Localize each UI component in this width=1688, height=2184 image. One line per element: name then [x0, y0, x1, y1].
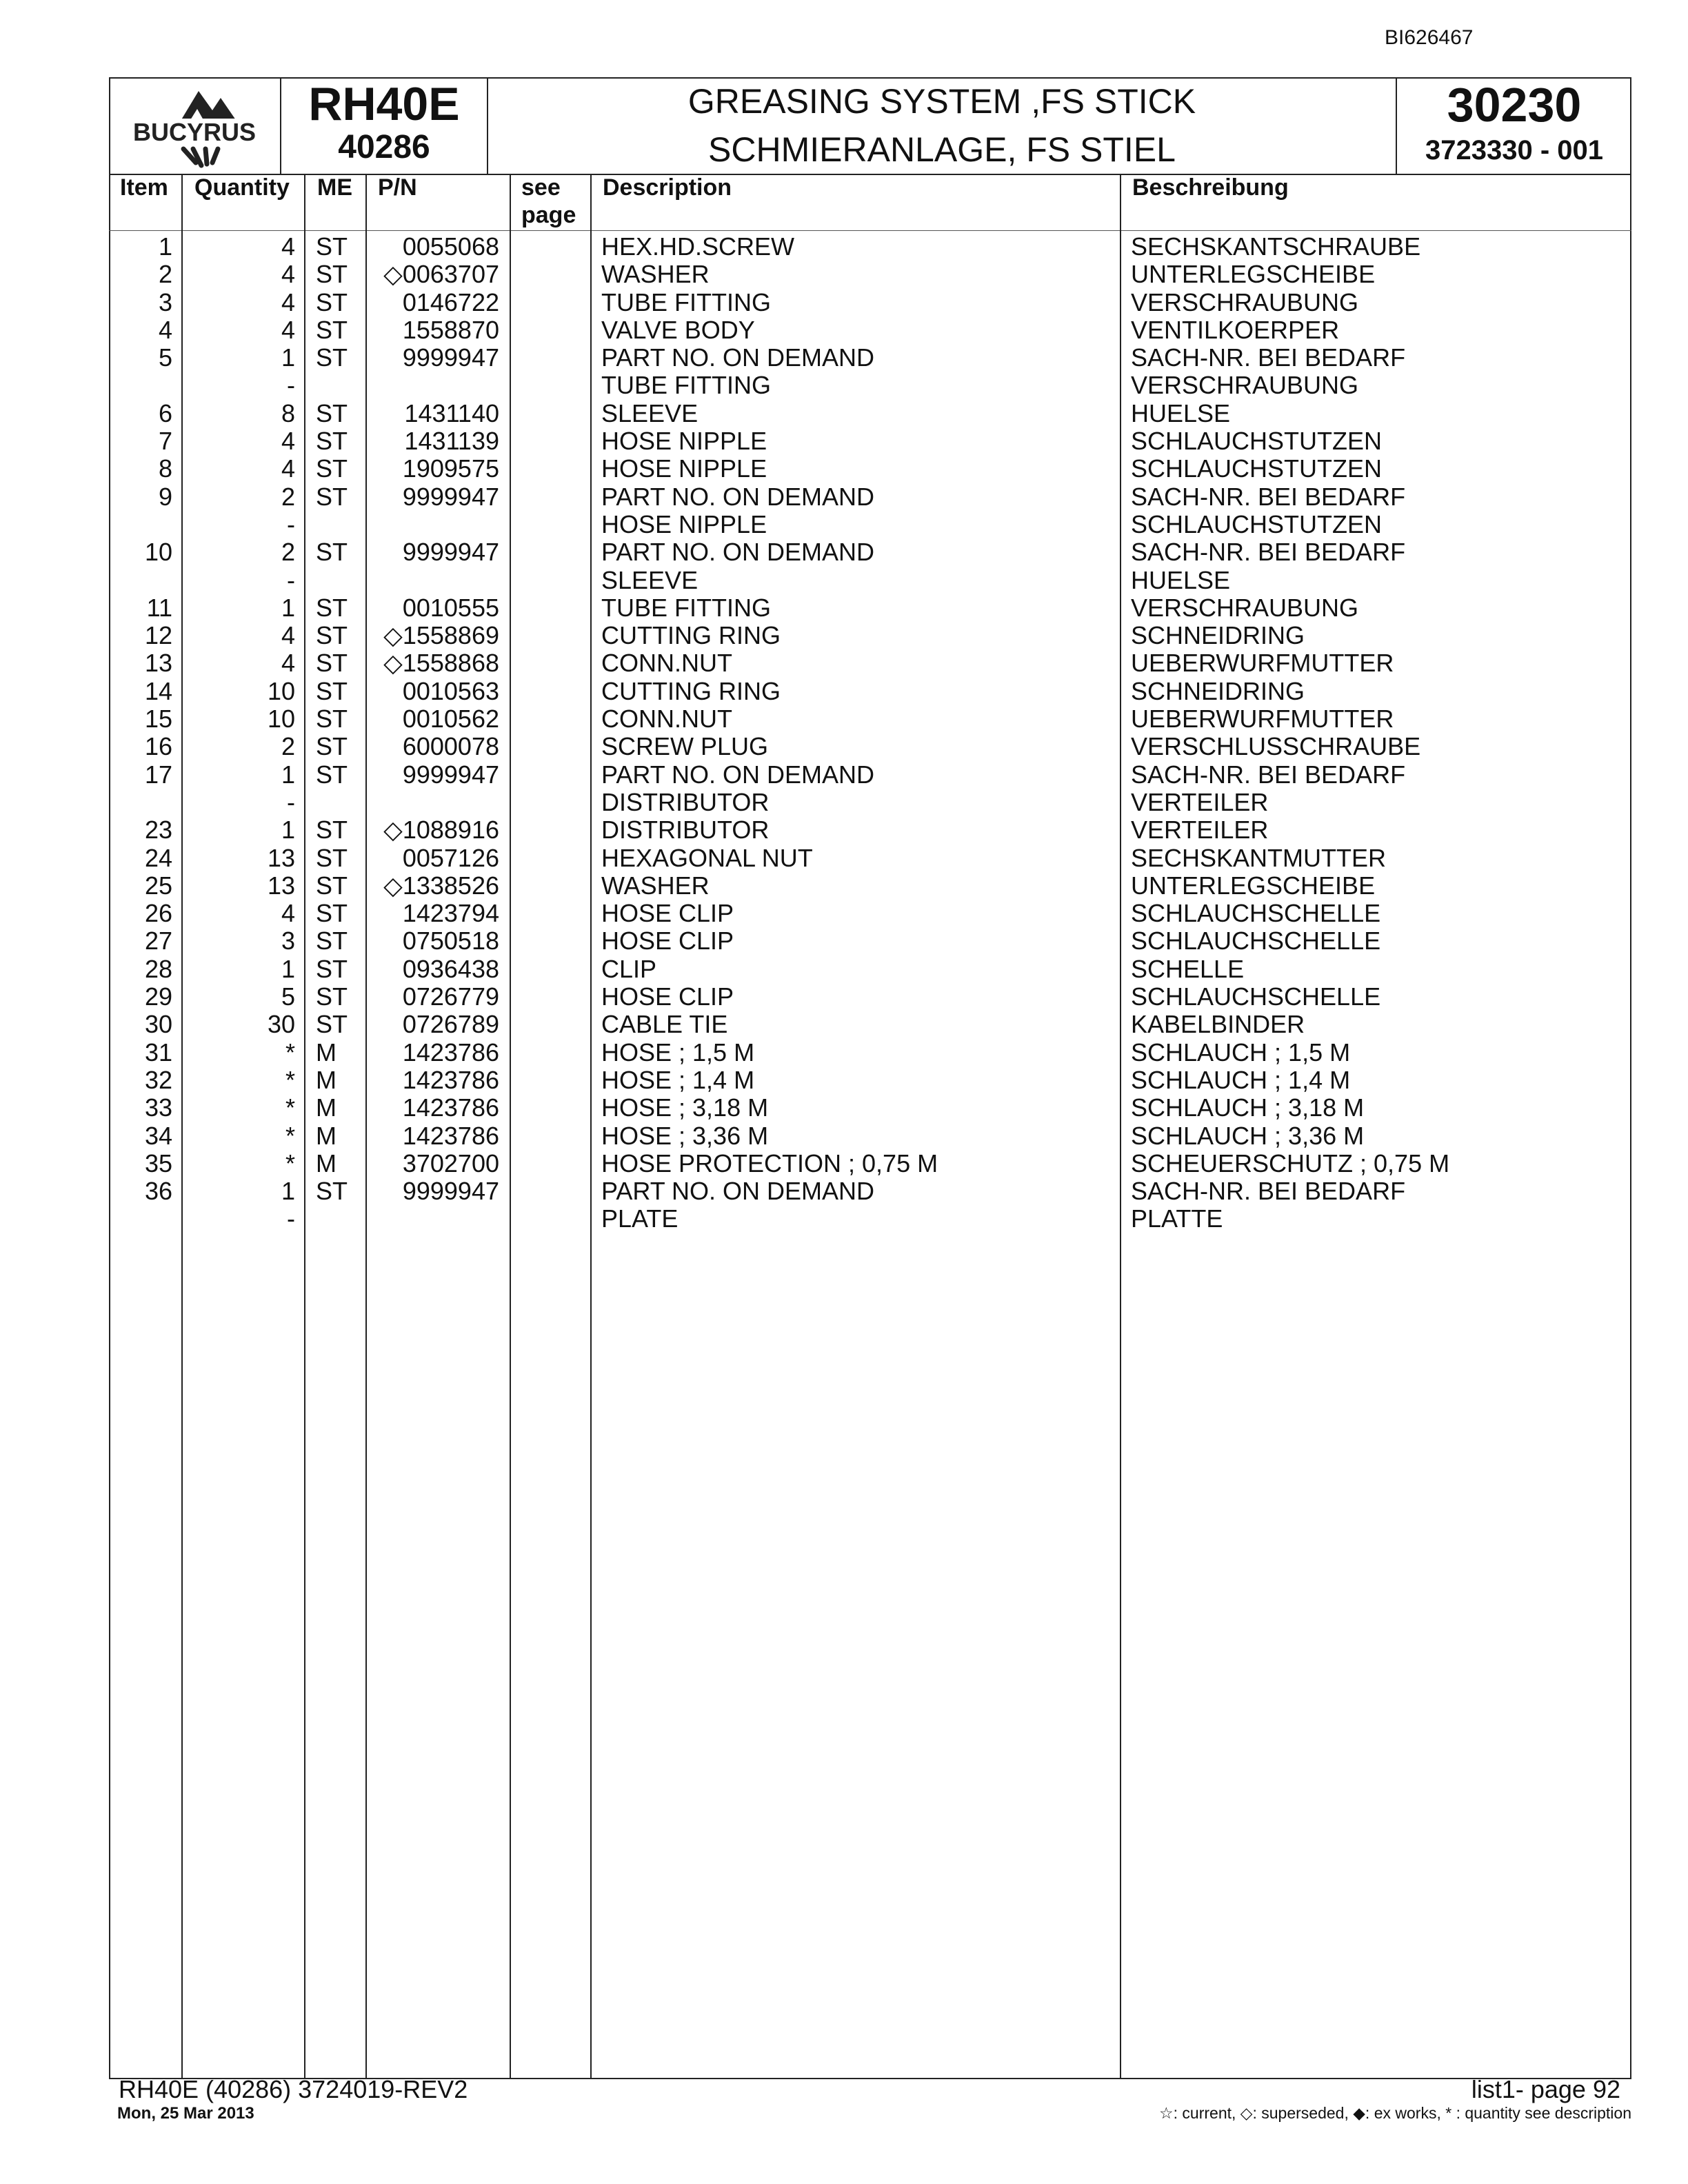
beschreibung: UNTERLEGSCHEIBE — [1131, 871, 1376, 900]
unit-of-measure: M — [316, 1038, 336, 1066]
quantity: 1 — [281, 593, 295, 622]
description: HOSE CLIP — [601, 899, 734, 928]
quantity: 4 — [281, 315, 295, 344]
beschreibung: SCHLAUCHSCHELLE — [1131, 899, 1381, 928]
table-row — [0, 983, 1688, 1011]
description: DISTRIBUTOR — [601, 787, 770, 816]
beschreibung: SACH-NR. BEI BEDARF — [1131, 538, 1406, 567]
quantity: 4 — [281, 287, 295, 316]
description: PART NO. ON DEMAND — [601, 1177, 875, 1206]
description: VALVE BODY — [601, 315, 755, 344]
logo-text: BUCYRUS — [132, 118, 257, 146]
quantity: 1 — [281, 1177, 295, 1206]
unit-of-measure: ST — [316, 982, 348, 1011]
item-number: 11 — [146, 593, 172, 622]
column-header-me: ME — [317, 174, 352, 201]
description: TUBE FITTING — [601, 287, 771, 316]
item-number: 24 — [144, 843, 172, 872]
beschreibung: UEBERWURFMUTTER — [1131, 649, 1394, 678]
part-number: ◇1558869 — [383, 621, 499, 650]
beschreibung: VENTILKOERPER — [1131, 315, 1340, 344]
table-row — [0, 789, 1688, 816]
beschreibung: SCHLAUCHSCHELLE — [1131, 982, 1381, 1011]
logo-cell — [109, 77, 281, 175]
table-row — [0, 622, 1688, 649]
item-number: 17 — [144, 760, 172, 789]
part-number: 9999947 — [402, 538, 499, 567]
description: HOSE ; 1,4 M — [601, 1065, 755, 1094]
description: CONN.NUT — [601, 649, 732, 678]
footer-document-ref: RH40E (40286) 3724019-REV2 — [119, 2075, 468, 2103]
title-german: SCHMIERANLAGE, FS STIEL — [708, 130, 1176, 169]
beschreibung: SECHSKANTMUTTER — [1131, 843, 1387, 872]
beschreibung: VERTEILER — [1131, 816, 1269, 845]
part-number: 0750518 — [402, 927, 499, 956]
table-row — [0, 372, 1688, 399]
drawing-number: 3723330 - 001 — [1425, 135, 1603, 165]
unit-of-measure: ST — [316, 287, 348, 316]
unit-of-measure: ST — [316, 482, 348, 511]
quantity: * — [285, 1065, 295, 1094]
table-row — [0, 900, 1688, 927]
beschreibung: KABELBINDER — [1131, 1010, 1305, 1039]
beschreibung: HUELSE — [1131, 398, 1231, 427]
title-english: GREASING SYSTEM ,FS STICK — [687, 82, 1196, 121]
unit-of-measure: ST — [316, 732, 348, 761]
quantity: - — [287, 371, 295, 400]
beschreibung: SCHNEIDRING — [1131, 676, 1305, 705]
quantity: 10 — [267, 705, 295, 734]
item-number: 10 — [144, 538, 172, 567]
group-number: 30230 — [1447, 78, 1582, 132]
model-cell — [281, 77, 488, 175]
item-number: 26 — [144, 899, 172, 928]
beschreibung: SCHLAUCH ; 1,5 M — [1131, 1038, 1351, 1066]
part-number: 0726779 — [402, 982, 499, 1011]
part-number: 0010555 — [402, 593, 499, 622]
description: CONN.NUT — [601, 705, 732, 734]
unit-of-measure: ST — [316, 816, 348, 845]
quantity: 30 — [267, 1010, 295, 1039]
beschreibung: VERTEILER — [1131, 787, 1269, 816]
quantity: 3 — [281, 927, 295, 956]
table-row — [0, 872, 1688, 900]
table-row — [0, 344, 1688, 372]
quantity: 1 — [281, 954, 295, 983]
table-row — [0, 927, 1688, 955]
table-row — [0, 594, 1688, 622]
item-number: 8 — [158, 454, 172, 483]
unit-of-measure: ST — [316, 398, 348, 427]
column-header-quantity: Quantity — [194, 174, 290, 201]
item-number: 6 — [158, 398, 172, 427]
table-row — [0, 1066, 1688, 1094]
beschreibung: VERSCHRAUBUNG — [1131, 593, 1359, 622]
table-row — [0, 845, 1688, 872]
beschreibung: SCHNEIDRING — [1131, 621, 1305, 650]
part-number: 1423794 — [402, 899, 499, 928]
description: TUBE FITTING — [601, 371, 771, 400]
unit-of-measure: ST — [316, 1010, 348, 1039]
beschreibung: SCHELLE — [1131, 954, 1245, 983]
part-number: 0055068 — [402, 232, 499, 261]
description: SLEEVE — [601, 398, 699, 427]
quantity: 5 — [281, 982, 295, 1011]
quantity: 1 — [281, 343, 295, 372]
table-row — [0, 316, 1688, 344]
beschreibung: SACH-NR. BEI BEDARF — [1131, 482, 1406, 511]
description: PART NO. ON DEMAND — [601, 343, 875, 372]
part-number: 0146722 — [402, 287, 499, 316]
quantity: 2 — [281, 482, 295, 511]
model-number: 40286 — [338, 129, 430, 165]
item-number: 16 — [144, 732, 172, 761]
table-row — [0, 816, 1688, 844]
table-row — [0, 1094, 1688, 1122]
part-number: 0010563 — [402, 676, 499, 705]
quantity: 4 — [281, 649, 295, 678]
table-row — [0, 733, 1688, 760]
table-row — [0, 1150, 1688, 1177]
description: HOSE ; 1,5 M — [601, 1038, 755, 1066]
item-number: 29 — [144, 982, 172, 1011]
item-number: 31 — [144, 1038, 172, 1066]
unit-of-measure: M — [316, 1065, 336, 1094]
unit-of-measure: ST — [316, 1177, 348, 1206]
item-number: 35 — [144, 1149, 172, 1177]
description: CLIP — [601, 954, 657, 983]
quantity: * — [285, 1121, 295, 1150]
item-number: 32 — [144, 1065, 172, 1094]
table-row — [0, 1205, 1688, 1233]
description: CUTTING RING — [601, 676, 781, 705]
table-row — [0, 455, 1688, 483]
quantity: - — [287, 509, 295, 538]
table-row — [0, 1011, 1688, 1038]
part-number: 1423786 — [402, 1121, 499, 1150]
part-number: 1431140 — [404, 398, 499, 427]
quantity: - — [287, 787, 295, 816]
table-row — [0, 1039, 1688, 1066]
description: PLATE — [601, 1204, 679, 1233]
part-number: 9999947 — [402, 760, 499, 789]
beschreibung: HUELSE — [1131, 565, 1231, 594]
unit-of-measure: ST — [316, 871, 348, 900]
unit-of-measure: ST — [316, 454, 348, 483]
part-number: 0057126 — [402, 843, 499, 872]
quantity: 2 — [281, 538, 295, 567]
part-number: 9999947 — [402, 1177, 499, 1206]
beschreibung: SCHLAUCHSTUTZEN — [1131, 427, 1383, 456]
part-number: 0936438 — [402, 954, 499, 983]
quantity: 8 — [281, 398, 295, 427]
description: CUTTING RING — [601, 621, 781, 650]
item-number: 3 — [158, 287, 172, 316]
unit-of-measure: ST — [316, 343, 348, 372]
part-number: ◇1558868 — [383, 649, 499, 678]
beschreibung: SCHLAUCHSCHELLE — [1131, 927, 1381, 956]
description: SLEEVE — [601, 565, 699, 594]
part-number: 9999947 — [402, 482, 499, 511]
description: WASHER — [601, 871, 710, 900]
quantity: 4 — [281, 260, 295, 289]
description: HEXAGONAL NUT — [601, 843, 813, 872]
title-cell — [488, 77, 1397, 175]
description: HEX.HD.SCREW — [601, 232, 795, 261]
part-number: 0726789 — [402, 1010, 499, 1039]
description: PART NO. ON DEMAND — [601, 760, 875, 789]
item-number: 15 — [144, 705, 172, 734]
item-number: 13 — [144, 649, 172, 678]
beschreibung: SCHLAUCH ; 1,4 M — [1131, 1065, 1351, 1094]
description: HOSE PROTECTION ; 0,75 M — [601, 1149, 938, 1177]
item-number: 27 — [144, 927, 172, 956]
unit-of-measure: ST — [316, 232, 348, 261]
unit-of-measure: ST — [316, 649, 348, 678]
description: DISTRIBUTOR — [601, 816, 770, 845]
description: PART NO. ON DEMAND — [601, 482, 875, 511]
unit-of-measure: ST — [316, 621, 348, 650]
item-number: 5 — [158, 343, 172, 372]
table-row — [0, 400, 1688, 427]
document-id: BI626467 — [1385, 26, 1474, 49]
quantity: 13 — [267, 871, 295, 900]
column-header-divider — [109, 230, 1631, 231]
beschreibung: UNTERLEGSCHEIBE — [1131, 260, 1376, 289]
description: PART NO. ON DEMAND — [601, 538, 875, 567]
column-header-description: Description — [603, 174, 732, 201]
description: TUBE FITTING — [601, 593, 771, 622]
description: HOSE NIPPLE — [601, 509, 767, 538]
item-number: 34 — [144, 1121, 172, 1150]
item-number: 33 — [144, 1093, 172, 1122]
part-number: 1909575 — [402, 454, 499, 483]
table-row — [0, 261, 1688, 288]
quantity: 1 — [281, 816, 295, 845]
part-number: 0010562 — [402, 705, 499, 734]
quantity: 2 — [281, 732, 295, 761]
unit-of-measure: M — [316, 1093, 336, 1122]
parts-table-body — [0, 233, 1688, 1233]
unit-of-measure: ST — [316, 760, 348, 789]
column-header-pn: P/N — [378, 174, 417, 201]
item-number: 7 — [158, 427, 172, 456]
beschreibung: SCHLAUCHSTUTZEN — [1131, 454, 1383, 483]
beschreibung: SECHSKANTSCHRAUBE — [1131, 232, 1421, 261]
unit-of-measure: ST — [316, 676, 348, 705]
table-row — [0, 1122, 1688, 1150]
item-number: 23 — [144, 816, 172, 845]
quantity: * — [285, 1093, 295, 1122]
bucyrus-logo — [109, 77, 281, 174]
quantity: 1 — [281, 760, 295, 789]
table-row — [0, 761, 1688, 789]
beschreibung: SCHLAUCHSTUTZEN — [1131, 509, 1383, 538]
unit-of-measure: M — [316, 1121, 336, 1150]
item-number: 4 — [158, 315, 172, 344]
item-number: 9 — [158, 482, 172, 511]
beschreibung: VERSCHRAUBUNG — [1131, 371, 1359, 400]
part-number: 1558870 — [402, 315, 499, 344]
item-number: 12 — [144, 621, 172, 650]
table-row — [0, 649, 1688, 677]
beschreibung: VERSCHRAUBUNG — [1131, 287, 1359, 316]
part-number: 3702700 — [402, 1149, 499, 1177]
column-header-see-page: see page — [521, 174, 576, 228]
quantity: - — [287, 565, 295, 594]
part-number: 9999947 — [402, 343, 499, 372]
quantity: - — [287, 1204, 295, 1233]
beschreibung: UEBERWURFMUTTER — [1131, 705, 1394, 734]
item-number: 1 — [158, 232, 172, 261]
description: SCREW PLUG — [601, 732, 769, 761]
table-row — [0, 483, 1688, 511]
unit-of-measure: ST — [316, 843, 348, 872]
column-header-item: Item — [120, 174, 168, 201]
item-number: 36 — [144, 1177, 172, 1206]
beschreibung: SACH-NR. BEI BEDARF — [1131, 343, 1406, 372]
table-row — [0, 956, 1688, 983]
part-number: 1423786 — [402, 1093, 499, 1122]
description: HOSE NIPPLE — [601, 454, 767, 483]
table-row — [0, 538, 1688, 566]
unit-of-measure: ST — [316, 927, 348, 956]
part-number: ◇1088916 — [383, 816, 499, 845]
description: HOSE CLIP — [601, 982, 734, 1011]
column-header-beschreibung: Beschreibung — [1132, 174, 1289, 201]
beschreibung: SCHLAUCH ; 3,36 M — [1131, 1121, 1365, 1150]
item-number: 30 — [144, 1010, 172, 1039]
unit-of-measure: M — [316, 1149, 336, 1177]
beschreibung: SACH-NR. BEI BEDARF — [1131, 1177, 1406, 1206]
unit-of-measure: ST — [316, 899, 348, 928]
unit-of-measure: ST — [316, 427, 348, 456]
unit-of-measure: ST — [316, 538, 348, 567]
unit-of-measure: ST — [316, 315, 348, 344]
item-number: 2 — [158, 260, 172, 289]
group-number-cell — [1397, 77, 1631, 175]
unit-of-measure: ST — [316, 260, 348, 289]
quantity: 13 — [267, 843, 295, 872]
footer-date: Mon, 25 Mar 2013 — [117, 2104, 254, 2123]
table-row — [0, 233, 1688, 261]
beschreibung: SCHEUERSCHUTZ ; 0,75 M — [1131, 1149, 1450, 1177]
table-row — [0, 427, 1688, 455]
description: WASHER — [601, 260, 710, 289]
table-row — [0, 678, 1688, 705]
model-name: RH40E — [308, 78, 460, 130]
description: HOSE ; 3,36 M — [601, 1121, 769, 1150]
symbol-legend: ☆: current, ◇: superseded, ◆: ex works, * : quantity see description — [1159, 2104, 1631, 2122]
quantity: * — [285, 1038, 295, 1066]
table-row — [0, 1177, 1688, 1205]
beschreibung: SACH-NR. BEI BEDARF — [1131, 760, 1406, 789]
quantity: 10 — [267, 676, 295, 705]
quantity: 4 — [281, 232, 295, 261]
description: HOSE ; 3,18 M — [601, 1093, 769, 1122]
beschreibung: PLATTE — [1131, 1204, 1223, 1233]
part-number: 1423786 — [402, 1038, 499, 1066]
quantity: 4 — [281, 427, 295, 456]
quantity: * — [285, 1149, 295, 1177]
description: CABLE TIE — [601, 1010, 728, 1039]
beschreibung: SCHLAUCH ; 3,18 M — [1131, 1093, 1365, 1122]
unit-of-measure: ST — [316, 705, 348, 734]
unit-of-measure: ST — [316, 593, 348, 622]
part-number: 6000078 — [402, 732, 499, 761]
quantity: 4 — [281, 454, 295, 483]
quantity: 4 — [281, 899, 295, 928]
quantity: 4 — [281, 621, 295, 650]
table-row — [0, 705, 1688, 733]
part-number: ◇1338526 — [383, 871, 499, 900]
description: HOSE NIPPLE — [601, 427, 767, 456]
table-row — [0, 289, 1688, 316]
unit-of-measure: ST — [316, 954, 348, 983]
beschreibung: VERSCHLUSSCHRAUBE — [1131, 732, 1421, 761]
footer-page: list1- page 92 — [1471, 2075, 1620, 2103]
item-number: 25 — [144, 871, 172, 900]
part-number: 1423786 — [402, 1065, 499, 1094]
part-number: ◇0063707 — [383, 260, 499, 289]
part-number: 1431139 — [404, 427, 499, 456]
item-number: 14 — [144, 676, 172, 705]
table-row — [0, 567, 1688, 594]
item-number: 28 — [144, 954, 172, 983]
description: HOSE CLIP — [601, 927, 734, 956]
table-row — [0, 511, 1688, 538]
